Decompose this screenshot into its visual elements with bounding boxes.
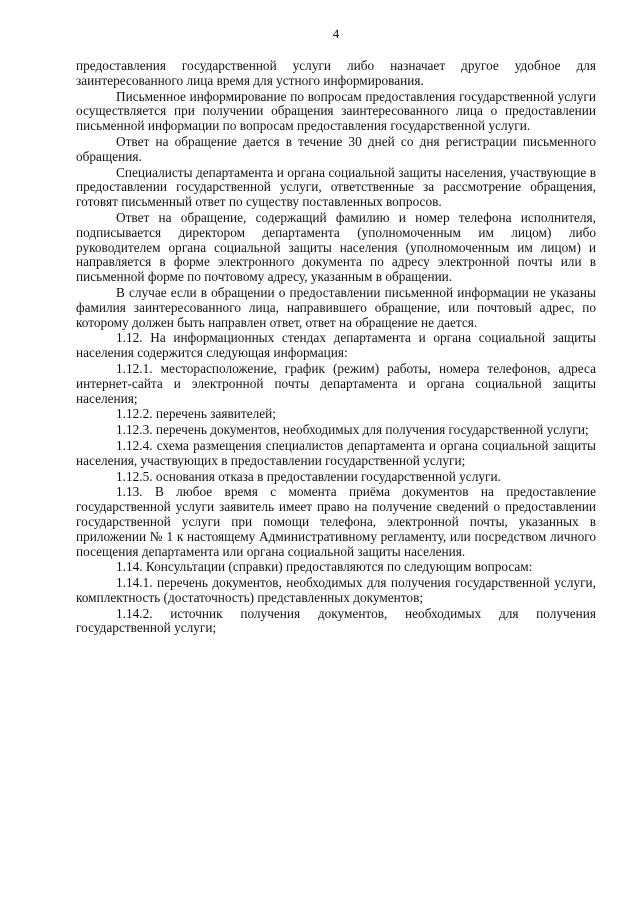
paragraph: Письменное информирование по вопросам предоставления государственной услуги осуществляется при получении обращения заинтересованного лица о предоставлении письменной информации по вопросам предоставления государственной услуги. [76,88,596,134]
paragraph: 1.12.4. схема размещения специалистов департамента и органа социальной защиты населения, участвующих в предоставлении государственной услуги; [76,437,596,468]
paragraph: 1.14. Консультации (справки) предоставляются по следующим вопросам: [116,559,533,575]
paragraph: Ответ на обращение дается в течение 30 дней со дня регистрации письменного обращения. [76,133,596,164]
paragraph: предоставления государственной услуги либо назначает другое удобное для заинтересованного лица время для устного информирования. [76,58,596,88]
paragraph: В случае если в обращении о предоставлении письменной информации не указаны фамилия заинтересованного лица, направившего обращение, или почтовый адрес, по которому должен быть направлен ответ, ответ на обращение не дается. [76,284,596,330]
paragraph: 1.12.2. перечень заявителей; [116,406,276,422]
document-body [76,59,596,636]
paragraph: Специалисты департамента и органа социальной защиты населения, участвующие в предоставлении государственной услуги, ответственные за рассмотрение обращения, готовят письменный ответ по существу поставленных вопросов. [76,164,596,210]
paragraph: 1.12. На информационных стендах департамента и органа социальной защиты населения содержится следующая информация: [76,330,596,361]
page-number: 4 [332,26,340,41]
paragraph: 1.14.1. перечень документов, необходимых для получения государственной услуги, комплектность (достаточность) представленных документов; [76,575,596,605]
paragraph: 1.13. В любое время с момента приёма документов на предоставление государственной услуги заявитель имеет право на получение сведений о предоставлении государственной услуги при помощи телефона, электронной почты, указанных в приложении № 1 к настоящему Административному регламенту, или посредством личного посещения департамента или органа социальной защиты населения. [76,484,596,559]
paragraph: 1.14.2. источник получения документов, необходимых для получения государственной услуги; [76,605,596,636]
paragraph: Ответ на обращение, содержащий фамилию и номер телефона исполнителя, подписывается директором департамента (уполномоченным им лицом) либо руководителем органа социальной защиты населения (уполномоченным им лицом) и направляется в форме электронного документа по адресу электронной почты или в письменной форме по почтовому адресу, указанным в обращении. [76,209,596,285]
paragraph: 1.12.5. основания отказа в предоставлении государственной услуги. [116,468,501,484]
paragraph: 1.12.3. перечень документов, необходимых для получения государственной услуги; [116,422,589,438]
paragraph: 1.12.1. месторасположение, график (режим) работы, номера телефонов, адреса интернет-сайта и электронной почты департамента и органа социальной защиты населения; [76,360,596,406]
